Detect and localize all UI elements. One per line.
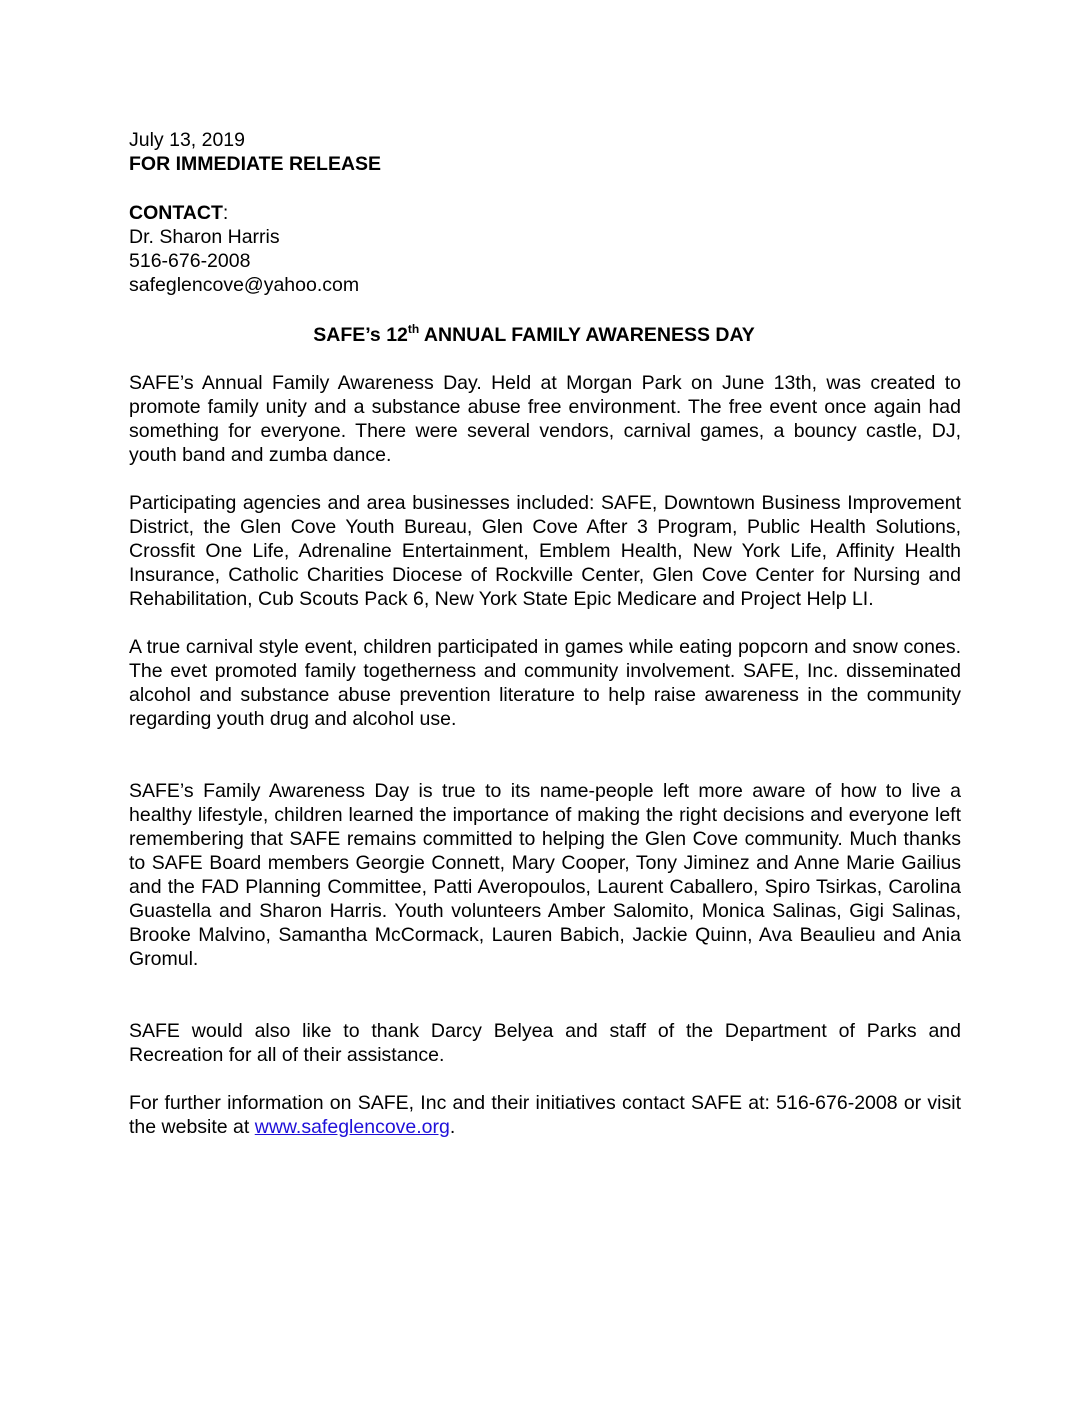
contact-phone: 516-676-2008 xyxy=(129,250,251,272)
paragraph-thanks-parks: SAFE would also like to thank Darcy Belyea and staff of the Department of Parks and Recreation for all of their assistance. xyxy=(129,1020,961,1066)
contact-block xyxy=(129,201,961,297)
paragraph-acknowledgements: SAFE’s Family Awareness Day is true to its name-people left more aware of how to live a healthy lifestyle, children learned the importance of making the right decisions and everyone left remembering that SAFE remains committed to helping the Glen Cove community. Much thanks to SAFE Board members Georgie Connett, Mary Cooper, Tony Jiminez and Anne Marie Gailius and the FAD Planning Committee, Patti Averopoulos, Laurent Caballero, Spiro Tsirkas, Carolina Guastella and Sharon Harris. Youth volunteers Amber Salomito, Monica Salinas, Gigi Salinas, Brooke Malvino, Samantha McCormack, Lauren Babich, Jackie Quinn, Ava Beaulieu and Ania Gromul. xyxy=(129,780,961,970)
contact-heading xyxy=(129,201,961,225)
paragraph-participants: Participating agencies and area businesses included: SAFE, Downtown Business Improvement District, the Glen Cove Youth Bureau, Glen Cove After 3 Program, Public Health Solutions, Crossfit One Life, Adrenaline Entertainment, Emblem Health, New York Life, Affinity Health Insurance, Catholic Charities Diocese of Rockville Center, Glen Cove Center for Nursing and Rehabilitation, Cub Scouts Pack 6, New York State Epic Medicare and Project Help LI. xyxy=(129,492,961,610)
paragraph-event-summary: SAFE’s Annual Family Awareness Day. Held at Morgan Park on June 13th, was created to promote family unity and a substance abuse free environment. The free event once again had something for everyone. There were several vendors, carnival games, a bouncy castle, DJ, youth band and zumba dance. xyxy=(129,372,961,466)
website-link[interactable]: www.safeglencove.org xyxy=(254,1116,450,1138)
release-date: July 13, 2019 xyxy=(129,129,246,151)
contact-info-text: For further information on SAFE, Inc and their initiatives contact SAFE at: 516-676-2008 or visit the website at xyxy=(129,1092,961,1138)
contact-colon: : xyxy=(222,202,229,224)
press-release-document xyxy=(129,128,961,1139)
contact-email: safeglencove@yahoo.com xyxy=(129,274,360,296)
title-prefix: SAFE’s 12 xyxy=(313,324,408,346)
contact-info-period: . xyxy=(449,1116,456,1138)
paragraph-activities: A true carnival style event, children participated in games while eating popcorn and snow cones. The evet promoted family togetherness and community involvement. SAFE, Inc. disseminated alcohol and substance abuse prevention literature to help raise awareness in the community regarding youth drug and alcohol use. xyxy=(129,636,961,730)
title-superscript: th xyxy=(407,322,420,336)
title-suffix: ANNUAL FAMILY AWARENESS DAY xyxy=(419,324,755,346)
contact-label: CONTACT xyxy=(129,202,223,224)
contact-name: Dr. Sharon Harris xyxy=(129,226,280,248)
release-status: FOR IMMEDIATE RELEASE xyxy=(129,153,382,175)
release-header xyxy=(129,128,961,176)
paragraph-contact-info xyxy=(129,1091,961,1139)
document-title xyxy=(129,323,961,347)
